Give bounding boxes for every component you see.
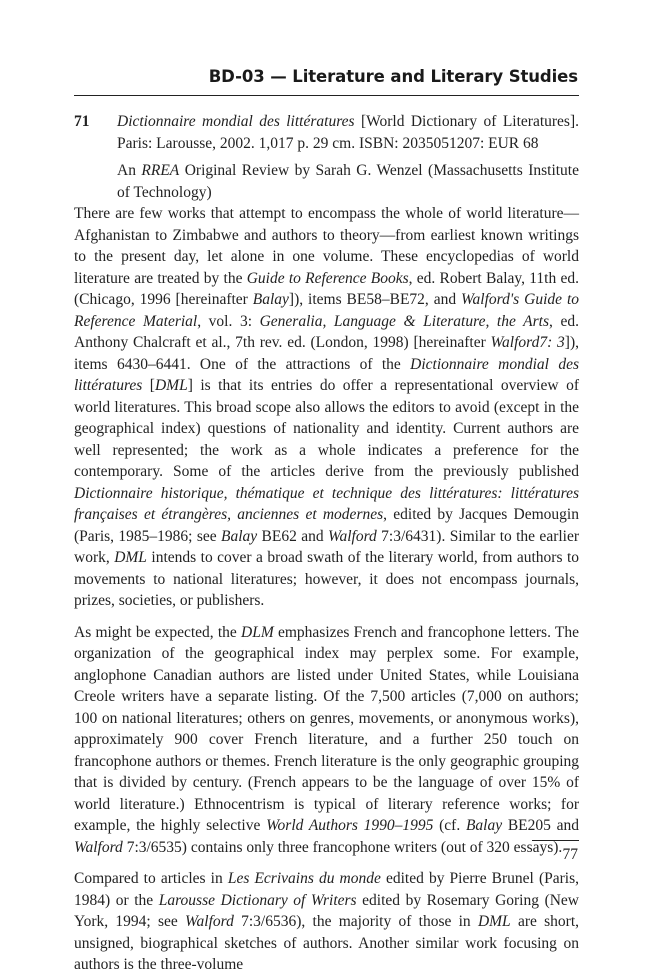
italic-run: World Authors 1990–1995: [266, 817, 434, 834]
review-attribution: [117, 160, 579, 203]
text-run: ] is that its entries do offer a representational overview of world literatures. This broad scope also allows the editors to avoid (except in the geographical index) questions of nationality and identity. Current authors are well represented; the work as a whole indicates a preference for the contemporary. Some of the articles derive from the previously published: [74, 377, 579, 480]
text-run: BE62 and: [257, 527, 328, 545]
italic-run: RREA: [141, 162, 180, 179]
italic-run: Balay: [465, 817, 503, 834]
text-run: BE205 and: [502, 817, 580, 834]
italic-run: Larousse Dictionary of Writers: [158, 891, 357, 909]
text-run: (cf.: [433, 817, 466, 834]
text-run: ]), items BE58–BE72, and: [288, 291, 462, 308]
body-paragraph: [74, 622, 579, 859]
body-paragraph: [74, 203, 579, 612]
italic-run: Walford7: 3: [490, 334, 565, 351]
italic-run: Dictionnaire mondial des littératures: [117, 113, 355, 130]
text-run: Compared to articles in: [74, 870, 228, 887]
header-rule: [74, 95, 579, 96]
text-run: , edited by Jacques Demougin (Paris, 1985–1986; see: [74, 506, 579, 545]
entry-number: 71: [74, 113, 90, 130]
text-run: , ed. Robert Balay, 11th ed. (Chicago, 1996 [hereinafter: [74, 269, 579, 308]
text-run: emphasizes French and francophone letters. The organization of the geographical index may perplex some. For example, anglophone Canadian authors are listed under United States, while Louisiana Creole writers have a separate listing. Of the 7,500 articles (7,000 on authors; 100 on national literatures; others on genres, movements, or anonymous works), approximately 900 cover French literature, and a further 250 touch on francophone authors or themes. French literature is the only geographic grouping that is divided by century. (French appears to be the language of over 15% of world literature.) Ethnocentrism is typical of literary reference works; for example, the highly selective: [74, 623, 579, 834]
text-run: 7:3/6431). Similar to the earlier work,: [74, 527, 580, 566]
italic-run: Balay: [221, 527, 258, 545]
italic-run: DLM: [241, 623, 274, 641]
text-run: edited by Rosemary Goring (New York, 1994; see: [74, 891, 579, 930]
text-run: There are few works that attempt to encompass the whole of world literature—Afghanistan to Zimbabwe and authors to theory—from earliest known writings to the present day, let alone in one volume. These encyclopedias of world literature are treated by the: [74, 205, 579, 287]
text-run: are short, unsigned, biographical sketches of authors. Another similar work focusing on authors is the three-volume: [74, 913, 579, 973]
entry-body: [117, 111, 579, 203]
text-run: [: [142, 377, 155, 394]
text-run: As might be expected, the: [74, 623, 242, 641]
italic-run: Generalia, Language & Literature, the Arts: [259, 312, 550, 330]
review-body: [74, 203, 580, 973]
body-paragraph: [74, 868, 579, 973]
italic-run: Walford: [185, 913, 234, 930]
text-run: intends to cover a broad swath of the literary world, from authors to movements to national literatures; however, it does not encompass journals, prizes, societies, or publishers.: [74, 549, 579, 609]
text-run: [World Dictionary of Literatures]. Paris: Larousse, 2002. 1,017 p. 29 cm. ISBN: 2035051207: EUR 68: [117, 113, 579, 152]
text-run: 7:3/6535) contains only three francophone writers (out of 320 essays).: [122, 838, 563, 856]
italic-run: Walford: [327, 527, 377, 545]
text-run: ]), items 6430–6441. One of the attractions of the: [74, 334, 579, 373]
text-run: Original Review by Sarah G. Wenzel (Massachusetts Institute of Technology): [117, 162, 579, 201]
text-run: 7:3/6536), the majority of those in: [233, 913, 478, 930]
entry-citation: [117, 111, 579, 154]
italic-run: DML: [154, 377, 188, 394]
text-run: , vol. 3:: [197, 312, 260, 330]
italic-run: Dictionnaire historique, thématique et technique des littératures: littératures françaises et étrangères, anciennes et modernes: [74, 484, 579, 523]
footer-rule: [532, 840, 579, 841]
italic-run: Les Ecrivains du monde: [227, 870, 381, 887]
text-run: , ed. Anthony Chalcraft et al., 7th rev. ed. (London, 1998) [hereinafter: [74, 312, 579, 351]
running-head: BD-03 — Literature and Literary Studies: [208, 67, 578, 86]
page-number: 77: [562, 846, 578, 863]
italic-run: DML: [477, 913, 511, 930]
italic-run: Walford's Guide to Reference Material: [74, 291, 579, 330]
italic-run: Dictionnaire mondial des littératures: [74, 355, 579, 394]
bibliographic-entry: [74, 111, 579, 203]
italic-run: Walford: [74, 838, 123, 856]
text-run: An: [117, 162, 142, 179]
italic-run: Guide to Reference Books: [246, 269, 409, 287]
text-run: edited by Pierre Brunel (Paris, 1984) or the: [74, 870, 579, 909]
italic-run: Balay: [252, 291, 289, 308]
italic-run: DML: [114, 549, 147, 566]
